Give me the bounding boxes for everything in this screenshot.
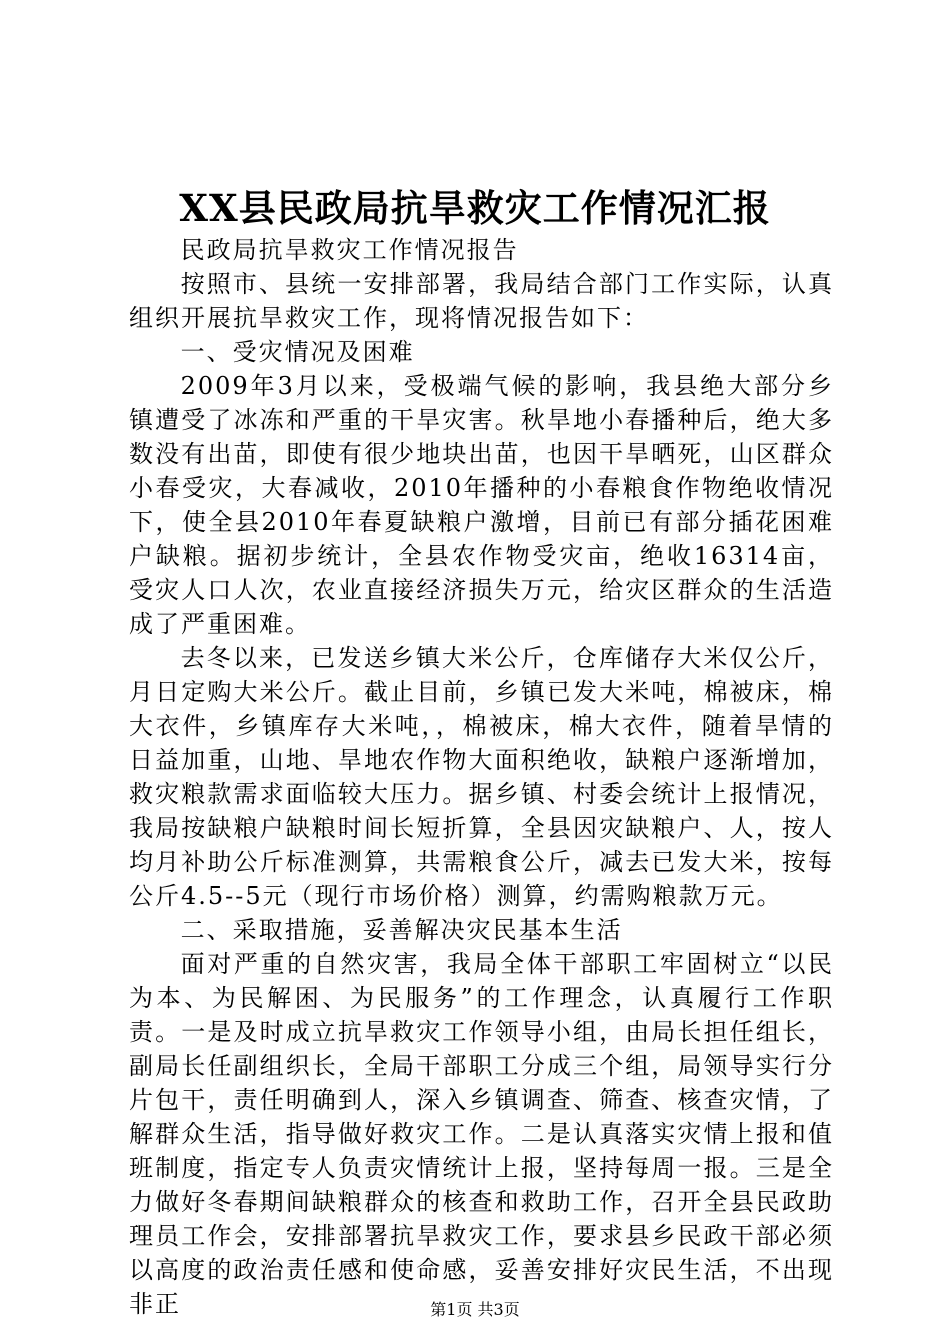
body-paragraph: 去冬以来，已发送乡镇大米公斤，仓库储存大米仅公斤，月日定购大米公斤。截止目前，乡镇已发大米吨，棉被床，棉大衣件，乡镇库存大米吨，，棉被床，棉大衣件，随着旱情的日益加重，山地、旱地农作物大面积绝收，缺粮户逐渐增加，救灾粮款需求面临较大压力。据乡镇、村委会统计上报情况，我局按缺粮户缺粮时间长短折算，全县因灾缺粮户、人，按人均月补助公斤标准测算，共需粮食公斤，减去已发大米，按每公斤4.5--5元（现行市场价格）测算，约需购粮款万元。 — [129, 644, 834, 910]
section-heading-1: 一、受灾情况及困难 — [180, 338, 415, 366]
body-paragraph: 面对严重的自然灾害，我局全体干部职工牢固树立“以民为本、为民解困、为民服务”的工作理念，认真履行工作职责。一是及时成立抗旱救灾工作领导小组，由局长担任组长，副局长任副组织长，全局干部职工分成三个组，局领导实行分片包干，责任明确到人，深入乡镇调查、筛查、核查灾情，了解群众生活，指导做好救灾工作。二是认真落实灾情上报和值班制度，指定专人负责灾情统计上报，坚持每周一报。三是全力做好冬春期间缺粮群众的核查和救助工作，召开全县民政助理员工作会，安排部署抗旱救灾工作，要求县乡民政干部必须以高度的政治责任感和使命感，妥善安排好灾民生活，不出现非正 — [129, 950, 834, 1318]
document-body — [129, 233, 834, 1321]
body-paragraph: 2009年3月以来，受极端气候的影响，我县绝大部分乡镇遭受了冰冻和严重的干旱灾害。秋旱地小春播种后，绝大多数没有出苗，即使有很少地块出苗，也因干旱晒死，山区群众小春受灾，大春减收，2010年播种的小春粮食作物绝收情况下，使全县2010年春夏缺粮户激增，目前已有部分插花困难户缺粮。据初步统计，全县农作物受灾亩，绝收16314亩，受灾人口人次，农业直接经济损失万元，给灾区群众的生活造成了严重困难。 — [129, 372, 834, 638]
page-number: 第1页 共3页 — [430, 1300, 520, 1319]
intro-paragraph: 按照市、县统一安排部署，我局结合部门工作实际，认真组织开展抗旱救灾工作，现将情况报告如下： — [129, 270, 834, 332]
section-heading-2: 二、采取措施，妥善解决灾民基本生活 — [180, 916, 623, 944]
document-title: XX县民政局抗旱救灾工作情况汇报 — [179, 186, 771, 230]
report-subtitle: 民政局抗旱救灾工作情况报告 — [180, 236, 519, 264]
